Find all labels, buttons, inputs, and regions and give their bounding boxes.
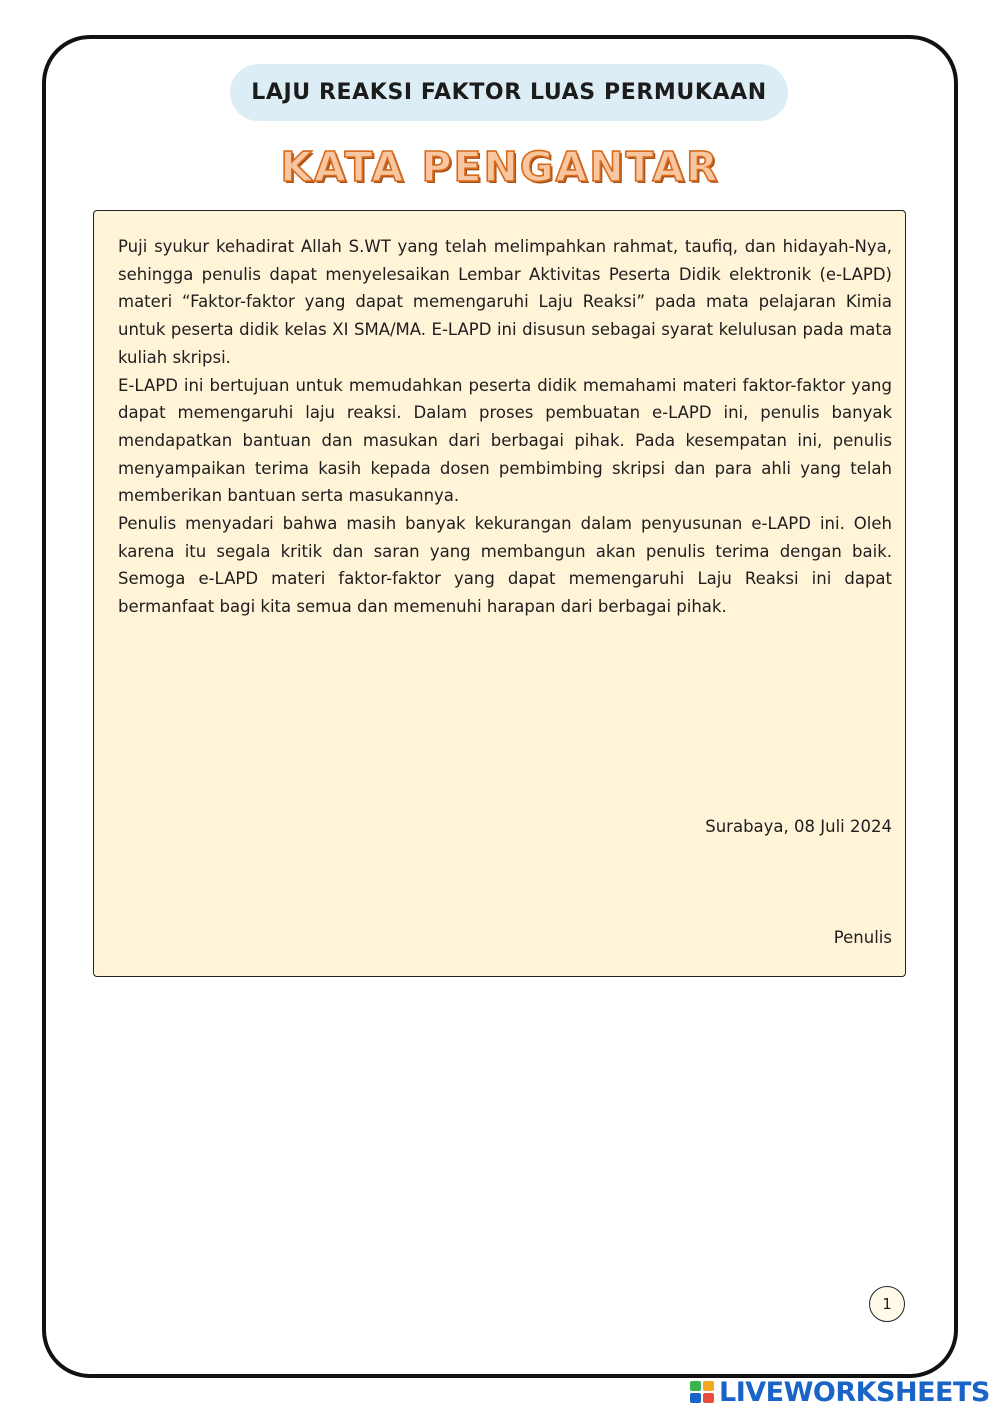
topic-banner [230, 64, 788, 121]
preface-paragraph-3: Penulis menyadari bahwa masih banyak kekurangan dalam penyusunan e-LAPD ini. Oleh karena itu segala kritik dan saran yang membangun akan penulis terima dengan baik. Semoga e-LAPD materi faktor-faktor yang dapat memengaruhi Laju Reaksi ini dapat bermanfaat bagi kita semua dan memenuhi harapan dari berbagai pihak. [118, 514, 892, 617]
watermark-text: LIVEWORKSHEETS [719, 1376, 990, 1408]
liveworksheets-watermark [690, 1372, 990, 1412]
page-title: KATA PENGANTAR [280, 143, 720, 191]
liveworksheets-logo-icon [690, 1379, 716, 1405]
preface-text [118, 233, 892, 621]
place-date: Surabaya, 08 Juli 2024 [705, 817, 892, 836]
preface-paragraph-1: Puji syukur kehadirat Allah S.WT yang telah melimpahkan rahmat, taufiq, dan hidayah-Nya, sehingga penulis dapat menyelesaikan Lembar Aktivitas Peserta Didik elektronik (e-LAPD) materi “Faktor-faktor yang dapat memengaruhi Laju Reaksi” pada mata pelajaran Kimia untuk peserta didik kelas XI SMA/MA. E-LAPD ini disusun sebagai syarat kelulusan pada mata kuliah skripsi. [118, 237, 892, 367]
topic-label: LAJU REAKSI FAKTOR LUAS PERMUKAAN [251, 80, 767, 105]
preface-paragraph-2: E-LAPD ini bertujuan untuk memudahkan peserta didik memahami materi faktor-faktor yang dapat memengaruhi laju reaksi. Dalam proses pembuatan e-LAPD ini, penulis banyak mendapatkan bantuan dan masukan dari berbagai pihak. Pada kesempatan ini, penulis menyampaikan terima kasih kepada dosen pembimbing skripsi dan para ahli yang telah memberikan bantuan serta masukannya. [118, 375, 892, 506]
author-signature: Penulis [833, 928, 892, 947]
page-number: 1 [869, 1286, 905, 1322]
